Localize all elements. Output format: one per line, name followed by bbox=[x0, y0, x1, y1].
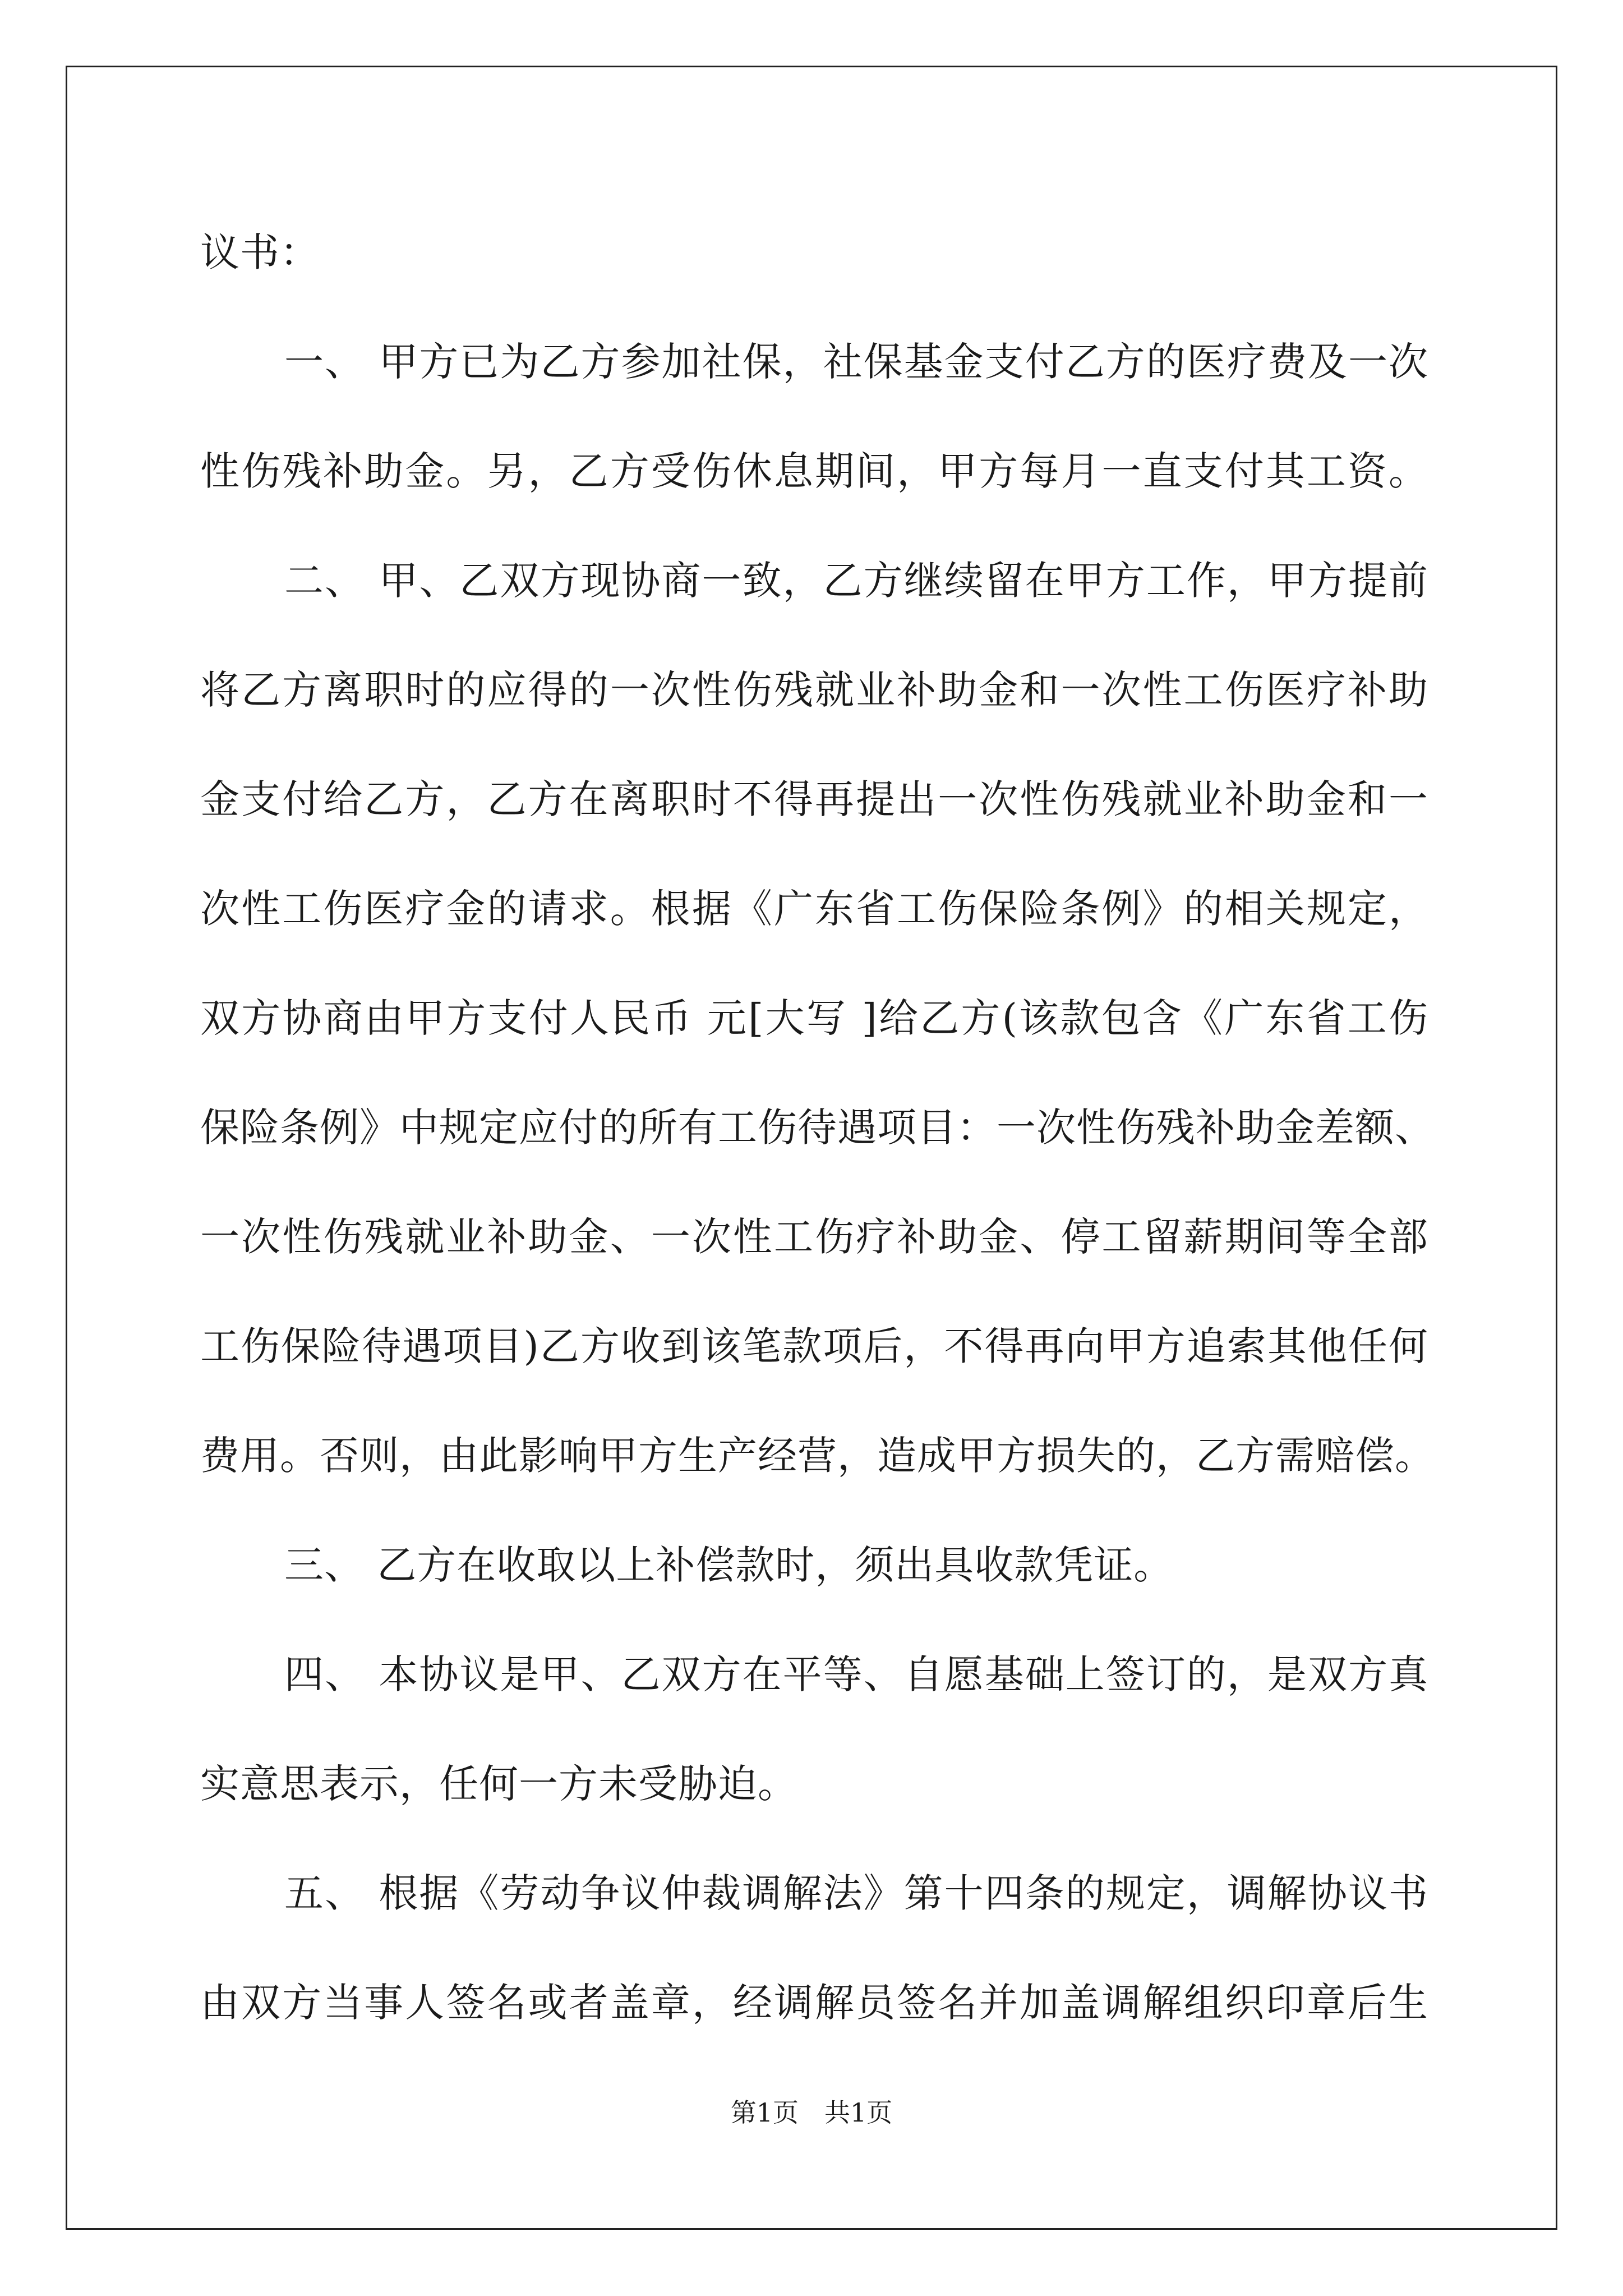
text-line: 费用。否则，由此影响甲方生产经营，造成甲方损失的，乙方需赔偿。 bbox=[200, 1433, 1435, 1479]
clause-3-line: 三、 乙方在收取以上补偿款时，须出具收款凭证。 bbox=[284, 1542, 1174, 1588]
text-line: 次性工伤医疗金的请求。根据《广东省工伤保险条例》的相关规定， bbox=[200, 886, 1428, 932]
text-line: 金支付给乙方，乙方在离职时不得再提出一次性伤残就业补助金和一 bbox=[200, 776, 1428, 822]
text-line: 议书： bbox=[200, 229, 320, 275]
text-line: 工伤保险待遇项目)乙方收到该笔款项后，不得再向甲方追索其他任何 bbox=[200, 1323, 1428, 1369]
clause-4-line: 四、 本协议是甲、乙双方在平等、自愿基础上签订的，是双方真 bbox=[284, 1651, 1428, 1697]
text-line: 双方协商由甲方支付人民币 元[大写 ]给乙方(该款包含《广东省工伤 bbox=[200, 995, 1428, 1041]
text-line: 一次性伤残就业补助金、一次性工伤疗补助金、停工留薪期间等全部 bbox=[200, 1214, 1428, 1260]
page-footer: 第1页 共1页 bbox=[730, 2097, 893, 2128]
text-line: 由双方当事人签名或者盖章，经调解员签名并加盖调解组织印章后生 bbox=[200, 1980, 1428, 2026]
text-line: 性伤残补助金。另，乙方受伤休息期间，甲方每月一直支付其工资。 bbox=[200, 448, 1428, 494]
clause-2-line: 二、 甲、乙双方现协商一致，乙方继续留在甲方工作，甲方提前 bbox=[284, 558, 1428, 604]
text-line: 实意思表示，任何一方未受胁迫。 bbox=[200, 1761, 797, 1807]
text-line: 将乙方离职时的应得的一次性伤残就业补助金和一次性工伤医疗补助 bbox=[200, 667, 1428, 713]
text-line: 保险条例》中规定应付的所有工伤待遇项目：一次性伤残补助金差额、 bbox=[200, 1105, 1435, 1151]
clause-5-line: 五、 根据《劳动争议仲裁调解法》第十四条的规定，调解协议书 bbox=[284, 1870, 1428, 1916]
clause-1-line: 一、 甲方已为乙方参加社保，社保基金支付乙方的医疗费及一次 bbox=[284, 339, 1428, 385]
